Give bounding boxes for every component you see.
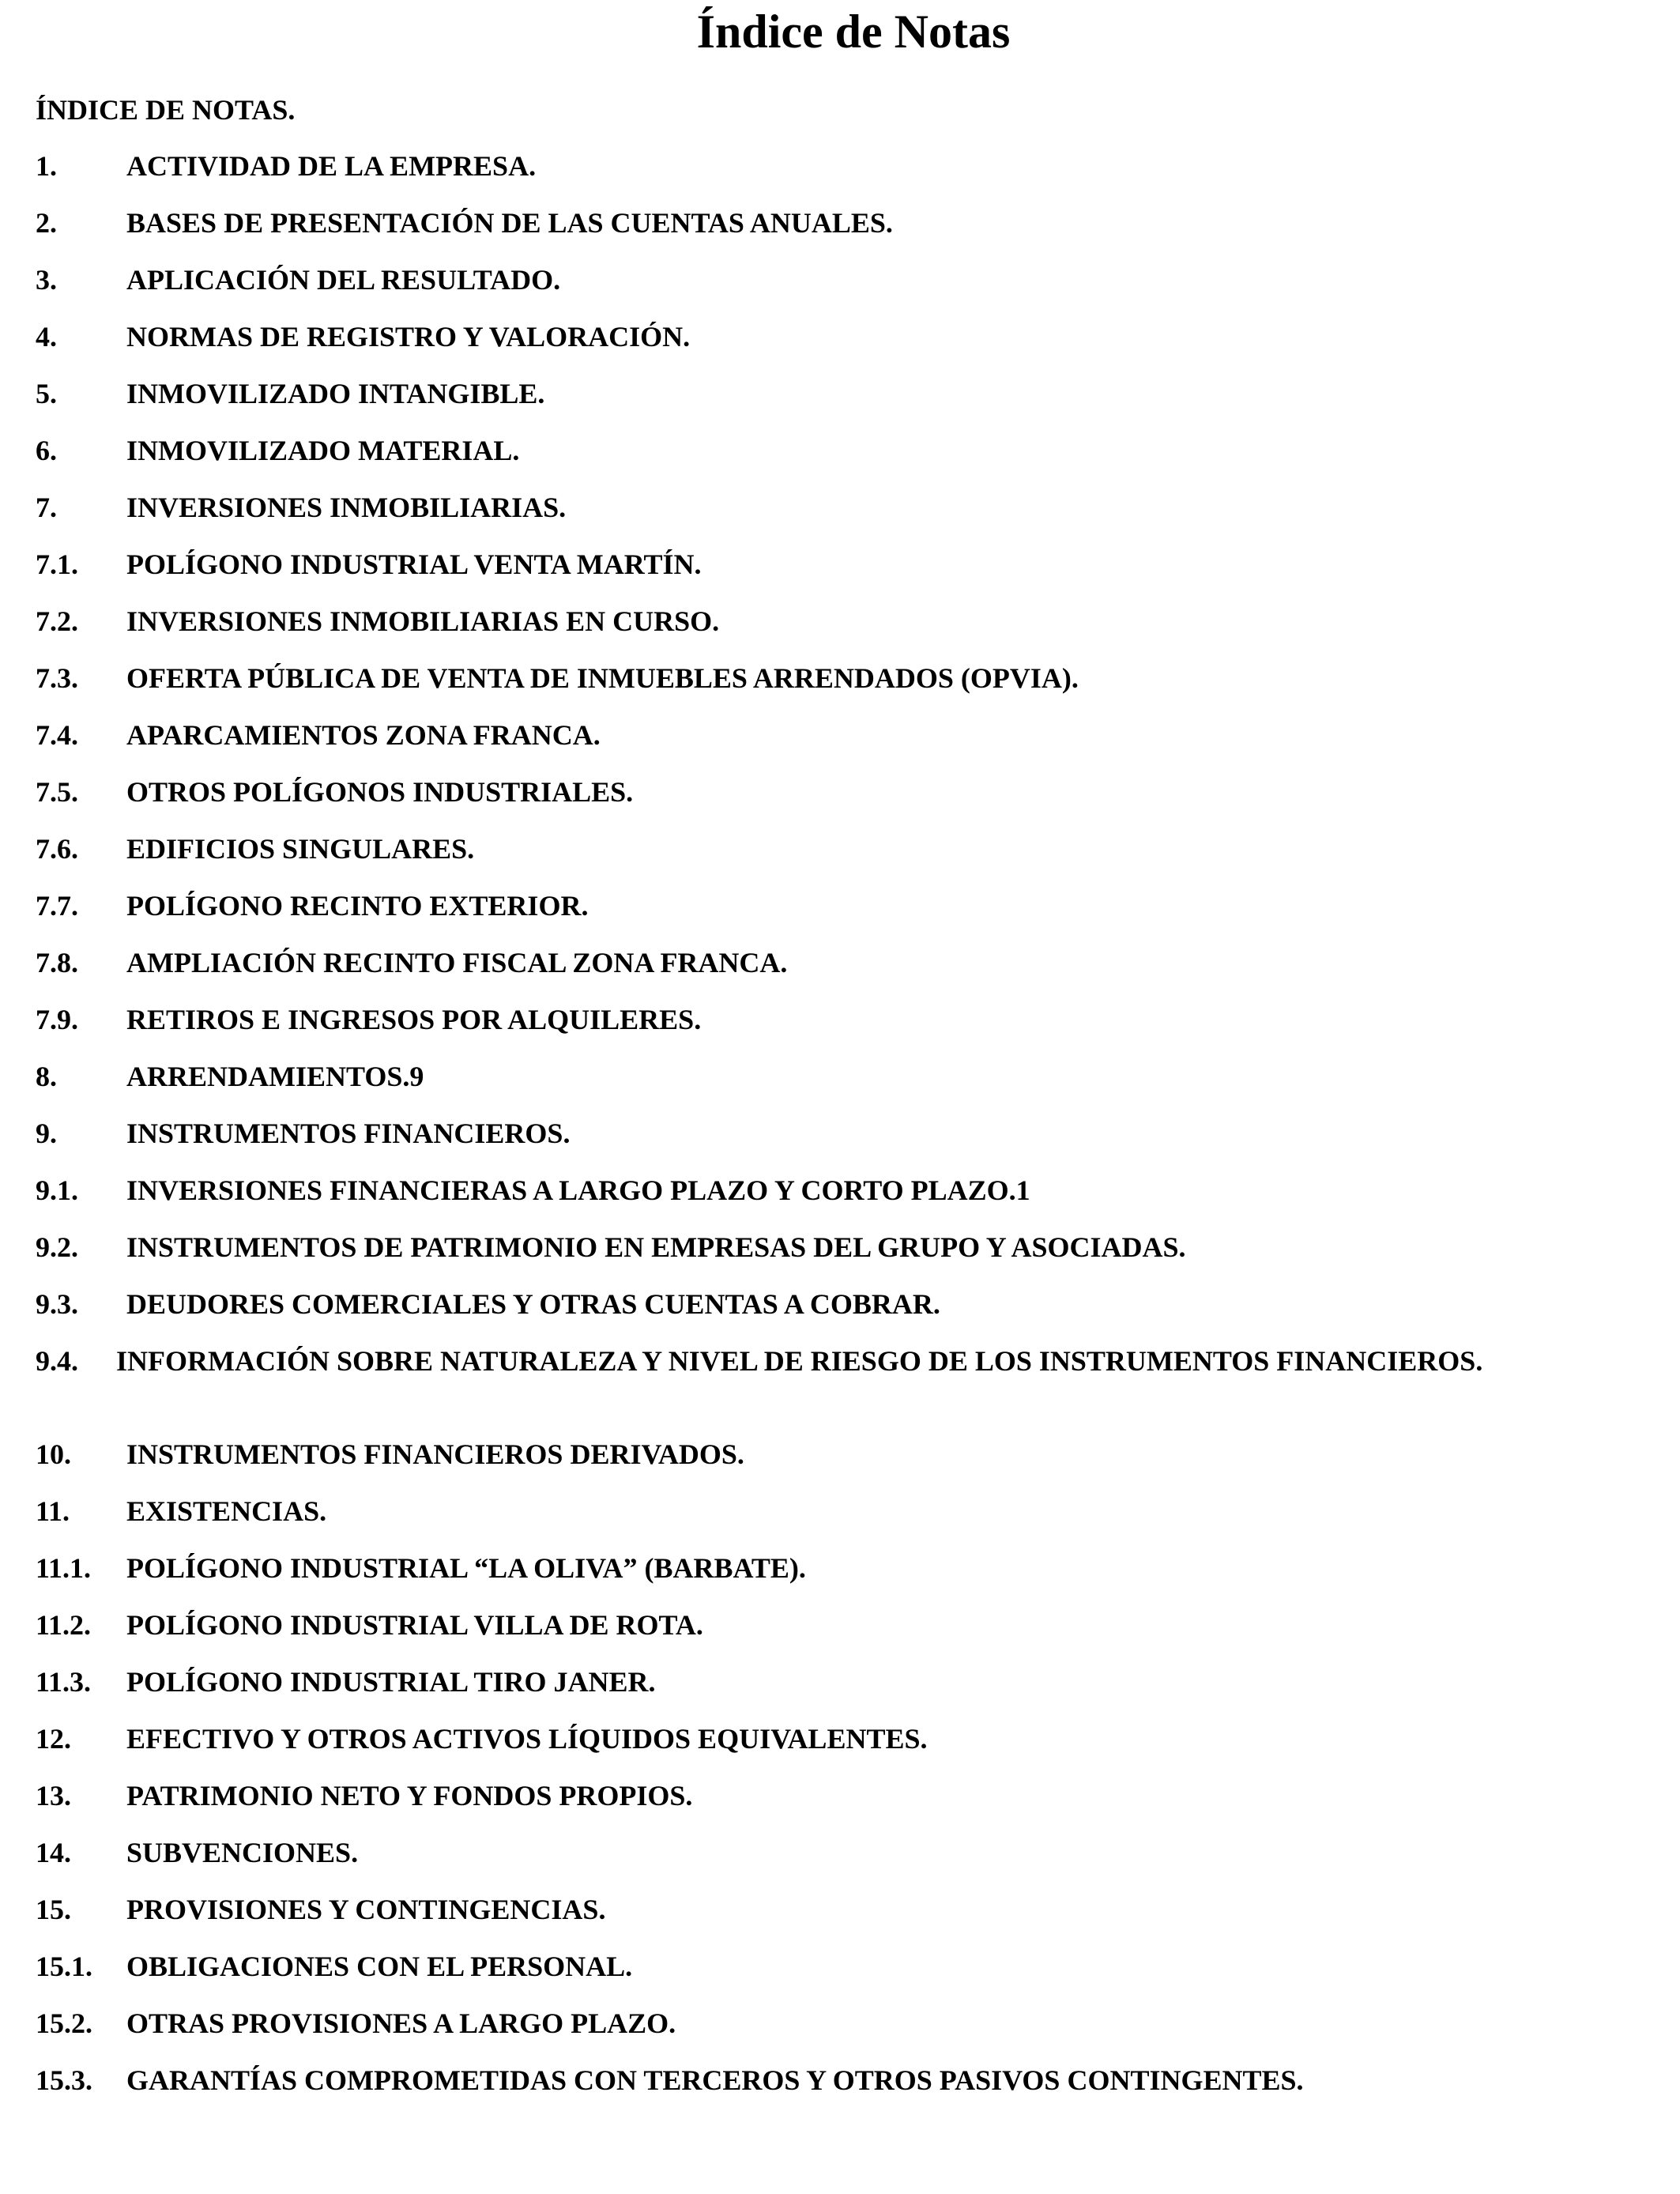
toc-item-title: INVERSIONES FINANCIERAS A LARGO PLAZO Y CORTO PLAZO.1 (126, 1174, 1030, 1206)
toc-item-title: INSTRUMENTOS FINANCIEROS DERIVADOS. (126, 1438, 744, 1470)
toc-item-number: 7.2. (36, 605, 78, 637)
toc-item (36, 373, 1608, 430)
toc-item-number: 1. (36, 150, 57, 182)
toc-item-title: PROVISIONES Y CONTINGENCIAS. (126, 1894, 606, 1925)
toc-item-number: 7.9. (36, 1004, 78, 1035)
toc-item-number: 9.2. (36, 1231, 78, 1263)
toc-item-title: INMOVILIZADO MATERIAL. (126, 435, 520, 466)
toc-item-title: POLÍGONO INDUSTRIAL VILLA DE ROTA. (126, 1609, 703, 1641)
toc-item-number: 11.1. (36, 1552, 92, 1584)
toc-item-number: 15.1. (36, 1951, 92, 1982)
page-title: Índice de Notas (696, 6, 1011, 58)
toc-item (36, 259, 1608, 316)
toc-item-number: 7.7. (36, 890, 78, 922)
toc-item (36, 430, 1608, 487)
index-heading: ÍNDICE DE NOTAS. (36, 94, 296, 126)
toc-item (36, 1889, 1608, 1946)
toc-item (36, 1661, 1608, 1718)
toc-item-number: 9. (36, 1118, 57, 1149)
toc-item-title: RETIROS E INGRESOS POR ALQUILERES. (126, 1004, 702, 1035)
toc-item (36, 1491, 1608, 1547)
toc-item-title: OFERTA PÚBLICA DE VENTA DE INMUEBLES ARRENDADOS (OPVIA). (126, 662, 1079, 694)
toc-item-number: 15.3. (36, 2064, 92, 2096)
toc-item-number: 9.3. (36, 1288, 78, 1320)
toc-item-title: GARANTÍAS COMPROMETIDAS CON TERCEROS Y OTROS PASIVOS CONTINGENTES. (126, 2064, 1304, 2096)
toc-item (36, 1340, 1608, 1434)
toc-item (36, 1946, 1608, 2003)
toc-item-number: 15.2. (36, 2007, 92, 2039)
toc-item (36, 1056, 1608, 1113)
toc-item-number: 9.1. (36, 1174, 78, 1206)
toc-item-title: APLICACIÓN DEL RESULTADO. (126, 264, 561, 296)
toc-item-number: 7.6. (36, 833, 78, 865)
toc-item-title: ARRENDAMIENTOS.9 (126, 1061, 424, 1092)
toc-item (36, 885, 1608, 942)
toc-item-title: INMOVILIZADO INTANGIBLE. (126, 378, 545, 409)
toc-item (36, 771, 1608, 828)
toc-item-title: EDIFICIOS SINGULARES. (126, 833, 475, 865)
toc-item-title: EXISTENCIAS. (126, 1495, 327, 1527)
toc-item-number: 13. (36, 1780, 71, 1811)
toc-item (36, 544, 1608, 601)
toc-item-number: 11. (36, 1495, 70, 1527)
toc-item-number: 3. (36, 264, 57, 296)
toc-item-title: INSTRUMENTOS FINANCIEROS. (126, 1118, 571, 1149)
toc-item (36, 1775, 1608, 1832)
toc-item-title: AMPLIACIÓN RECINTO FISCAL ZONA FRANCA. (126, 947, 788, 978)
toc-item (36, 601, 1608, 658)
toc-item (36, 1434, 1608, 1491)
toc-item-title: ACTIVIDAD DE LA EMPRESA. (126, 150, 537, 182)
toc-item-number: 2. (36, 207, 57, 239)
toc-item-title: PATRIMONIO NETO Y FONDOS PROPIOS. (126, 1780, 693, 1811)
toc-item-number: 11.2. (36, 1609, 92, 1641)
toc-item-title: INFORMACIÓN SOBRE NATURALEZA Y NIVEL DE RIESGO DE LOS INSTRUMENTOS FINANCIEROS. (116, 1345, 1483, 1377)
toc-item-title: POLÍGONO INDUSTRIAL TIRO JANER. (126, 1666, 656, 1698)
toc-item (36, 1832, 1608, 1889)
toc-item (36, 316, 1608, 373)
toc-item-number: 7.8. (36, 947, 78, 978)
toc-item-title: SUBVENCIONES. (126, 1837, 359, 1868)
toc-item (36, 202, 1608, 259)
toc-item (36, 1547, 1608, 1604)
toc-item-number: 7.4. (36, 719, 78, 751)
toc-item-number: 7.1. (36, 548, 78, 580)
toc-item-title: EFECTIVO Y OTROS ACTIVOS LÍQUIDOS EQUIVALENTES. (126, 1723, 928, 1755)
toc-item (36, 714, 1608, 771)
toc-item-number: 9.4. (36, 1345, 78, 1377)
toc-item-number: 10. (36, 1438, 71, 1470)
toc-item-title: POLÍGONO INDUSTRIAL “LA OLIVA” (BARBATE). (126, 1552, 806, 1584)
toc-item-number: 8. (36, 1061, 57, 1092)
toc-item-title: BASES DE PRESENTACIÓN DE LAS CUENTAS ANUALES. (126, 207, 893, 239)
toc-item-title: POLÍGONO INDUSTRIAL VENTA MARTÍN. (126, 548, 702, 580)
toc-item-number: 11.3. (36, 1666, 92, 1698)
toc-item (36, 658, 1608, 714)
toc-item-number: 15. (36, 1894, 71, 1925)
toc-item-title: APARCAMIENTOS ZONA FRANCA. (126, 719, 601, 751)
toc-item-title: POLÍGONO RECINTO EXTERIOR. (126, 890, 589, 922)
toc-item-number: 5. (36, 378, 57, 409)
toc-item-title: INSTRUMENTOS DE PATRIMONIO EN EMPRESAS DEL GRUPO Y ASOCIADAS. (126, 1231, 1186, 1263)
toc-item-number: 14. (36, 1837, 71, 1868)
toc-item-title: OBLIGACIONES CON EL PERSONAL. (126, 1951, 633, 1982)
toc-item-number: 6. (36, 435, 57, 466)
toc-item (36, 1113, 1608, 1170)
toc-item (36, 2003, 1608, 2060)
toc-item (36, 2060, 1608, 2117)
toc-item (36, 1604, 1608, 1661)
toc-item-title: OTROS POLÍGONOS INDUSTRIALES. (126, 776, 634, 808)
toc-item (36, 1227, 1608, 1284)
table-of-contents (36, 145, 1608, 2117)
toc-item (36, 828, 1608, 885)
toc-item (36, 1284, 1608, 1340)
toc-item-title: NORMAS DE REGISTRO Y VALORACIÓN. (126, 321, 691, 352)
toc-item-title: DEUDORES COMERCIALES Y OTRAS CUENTAS A COBRAR. (126, 1288, 940, 1320)
toc-item-number: 7. (36, 492, 57, 523)
toc-item-number: 4. (36, 321, 57, 352)
toc-item-title: INVERSIONES INMOBILIARIAS. (126, 492, 567, 523)
toc-item-number: 12. (36, 1723, 71, 1755)
toc-item (36, 487, 1608, 544)
toc-item (36, 999, 1608, 1056)
toc-item-title: INVERSIONES INMOBILIARIAS EN CURSO. (126, 605, 720, 637)
toc-item (36, 942, 1608, 999)
toc-item-number: 7.5. (36, 776, 78, 808)
toc-item (36, 1718, 1608, 1775)
toc-item-title: OTRAS PROVISIONES A LARGO PLAZO. (126, 2007, 676, 2039)
toc-item (36, 145, 1608, 202)
toc-item-number: 7.3. (36, 662, 78, 694)
toc-item (36, 1170, 1608, 1227)
